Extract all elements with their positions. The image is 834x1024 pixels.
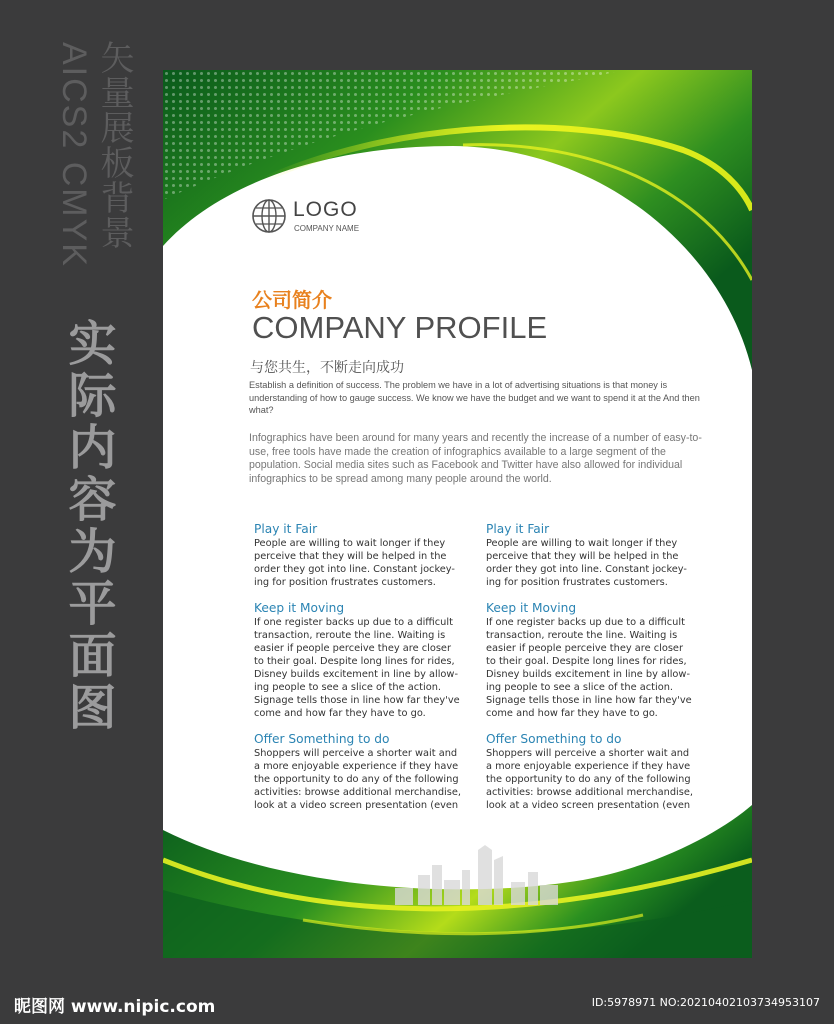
infographics-paragraph: Infographics have been around for many years and recently the increase of a number of easy-to-use, free tools have made the creation of infographics available to a large segment of the population. Social media sites such as Facebook and Twitter have also allowed for individual infographics to be spread among many people around the world. bbox=[249, 432, 702, 485]
section-heading: Keep it Moving bbox=[254, 601, 345, 615]
slogan: 与您共生，不断走向成功 bbox=[250, 360, 404, 376]
section-body: Shoppers will perceive a shorter wait and a more enjoyable experience if they have the opportunity to do any of the following activities: browse additional merchandise, look at a video screen presentation (even bbox=[254, 748, 462, 811]
side-title-block bbox=[50, 38, 140, 278]
side-vertical-cn: 矢量展板背景 bbox=[94, 40, 134, 250]
side-vertical-main: 实际内容为平面图 bbox=[60, 318, 116, 734]
watermark-bar bbox=[0, 980, 834, 1024]
side-vertical-en: AICS2 CMYK bbox=[55, 42, 93, 268]
section-keep-it-moving bbox=[254, 600, 472, 720]
section-body: If one register backs up due to a difficult transaction, reroute the line. Waiting is easier if people perceive they are closer to their goal. Despite long lines for rides, Disney builds excitement in line by allow- ing people to see a slice of the action. Signage tells those in line how far they've come and how far they have to go. bbox=[486, 617, 692, 719]
section-heading: Offer Something to do bbox=[254, 732, 390, 746]
company-logo bbox=[251, 198, 411, 242]
section-play-it-fair bbox=[254, 521, 472, 589]
section-body: If one register backs up due to a difficult transaction, reroute the line. Waiting is easier if people perceive they are closer to their goal. Despite long lines for rides, Disney builds excitement in line by allow- ing people to see a slice of the action. Signage tells those in line how far they've come and how far they have to go. bbox=[254, 617, 460, 719]
watermark-left: 昵图网 www.nipic.com bbox=[14, 997, 216, 1017]
logo-company-name: COMPANY NAME bbox=[294, 224, 360, 233]
section-offer-something bbox=[486, 731, 704, 812]
title-en: COMPANY PROFILE bbox=[252, 310, 548, 345]
section-heading: Offer Something to do bbox=[486, 732, 622, 746]
section-offer-something bbox=[254, 731, 472, 812]
poster bbox=[163, 70, 752, 958]
watermark-right: ID:5978971 NO:20210402103734953107 bbox=[591, 996, 820, 1009]
section-body: People are willing to wait longer if they perceive that they will be helped in the order they got into line. Constant jockey- ing for position frustrates customers. bbox=[486, 538, 687, 588]
globe-icon bbox=[251, 198, 287, 234]
section-heading: Play it Fair bbox=[486, 522, 550, 536]
section-heading: Keep it Moving bbox=[486, 601, 577, 615]
section-body: People are willing to wait longer if they perceive that they will be helped in the order they got into line. Constant jockey- ing for position frustrates customers. bbox=[254, 538, 455, 588]
intro-paragraph: Establish a definition of success. The problem we have in a lot of advertising situations is that money is understanding of how to gauge success. We know we have the budget and we want to spend it at the And then what? bbox=[249, 380, 700, 415]
section-body: Shoppers will perceive a shorter wait and a more enjoyable experience if they have the opportunity to do any of the following activities: browse additional merchandise, look at a video screen presentation (even bbox=[486, 748, 694, 811]
section-keep-it-moving bbox=[486, 600, 704, 720]
title-cn: 公司简介 bbox=[252, 288, 332, 312]
section-play-it-fair bbox=[486, 521, 704, 589]
logo-text: LOGO bbox=[293, 198, 358, 221]
section-heading: Play it Fair bbox=[254, 522, 318, 536]
